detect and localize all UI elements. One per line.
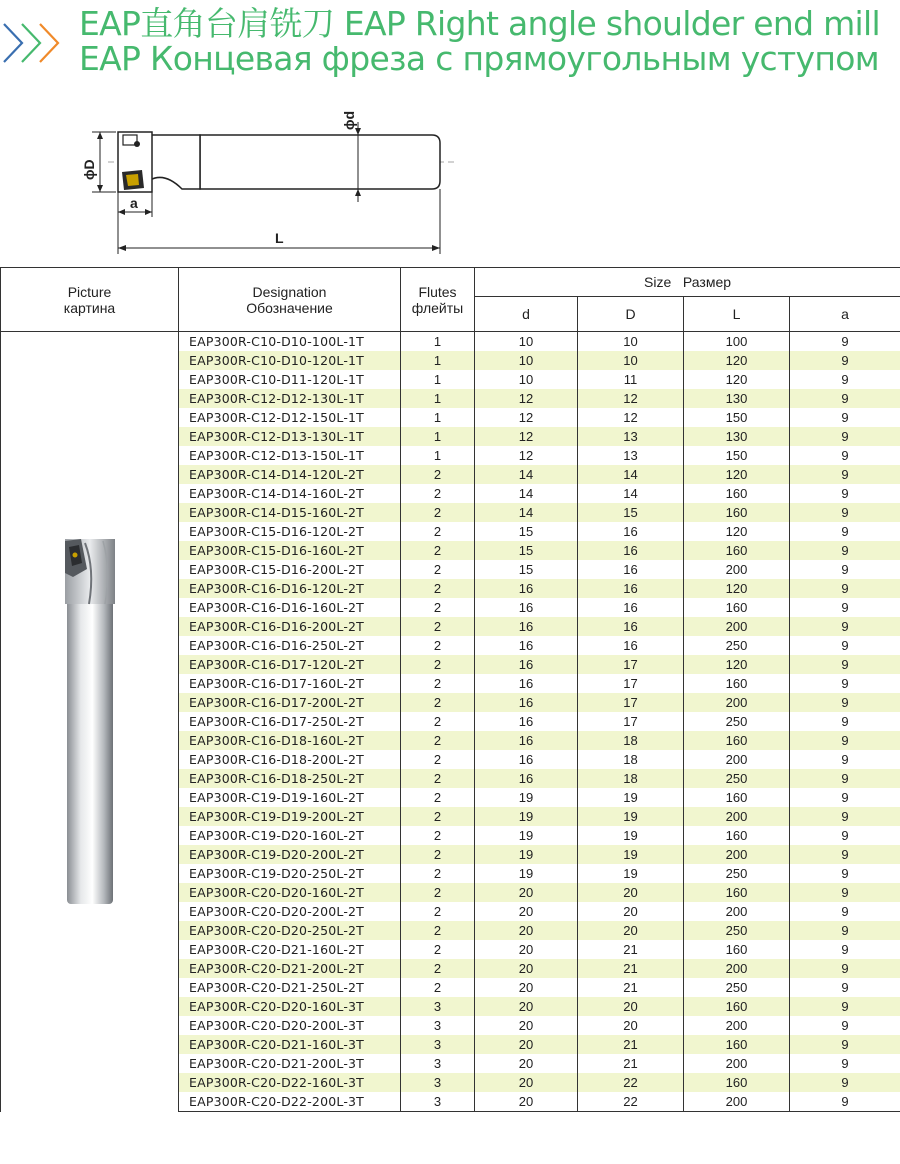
- cell-D: 20: [578, 883, 684, 902]
- cell-d: 20: [475, 940, 578, 959]
- cell-L: 160: [684, 484, 790, 503]
- header-size: Size Размер: [475, 268, 900, 297]
- cell-L: 130: [684, 427, 790, 446]
- cell-d: 16: [475, 598, 578, 617]
- cell-L: 160: [684, 503, 790, 522]
- cell-designation: EAP300R-C19-D19-200L-2T: [179, 807, 401, 826]
- cell-L: 160: [684, 788, 790, 807]
- header-L: L: [684, 297, 790, 332]
- cell-d: 16: [475, 750, 578, 769]
- cell-designation: EAP300R-C15-D16-200L-2T: [179, 560, 401, 579]
- header-picture-ru: картина: [63, 299, 116, 316]
- cell-d: 16: [475, 655, 578, 674]
- cell-d: 12: [475, 427, 578, 446]
- cell-D: 19: [578, 864, 684, 883]
- cell-L: 250: [684, 921, 790, 940]
- cell-designation: EAP300R-C19-D20-200L-2T: [179, 845, 401, 864]
- cell-L: 250: [684, 712, 790, 731]
- cell-L: 200: [684, 1016, 790, 1035]
- cell-L: 160: [684, 940, 790, 959]
- cell-a: 9: [790, 959, 900, 978]
- cell-designation: EAP300R-C15-D16-120L-2T: [179, 522, 401, 541]
- cell-d: 14: [475, 503, 578, 522]
- cell-L: 120: [684, 370, 790, 389]
- cell-a: 9: [790, 1035, 900, 1054]
- cell-L: 160: [684, 883, 790, 902]
- label-cutting-diameter: ϕD: [81, 159, 97, 180]
- cell-a: 9: [790, 484, 900, 503]
- cell-a: 9: [790, 636, 900, 655]
- cell-designation: EAP300R-C20-D20-160L-3T: [179, 997, 401, 1016]
- cell-designation: EAP300R-C10-D10-120L-1T: [179, 351, 401, 370]
- cell-L: 200: [684, 750, 790, 769]
- cell-D: 16: [578, 636, 684, 655]
- cell-d: 10: [475, 370, 578, 389]
- cell-d: 12: [475, 389, 578, 408]
- cell-designation: EAP300R-C19-D20-160L-2T: [179, 826, 401, 845]
- cell-d: 16: [475, 769, 578, 788]
- label-shank-diameter: ϕd: [341, 110, 357, 130]
- cell-designation: EAP300R-C12-D13-150L-1T: [179, 446, 401, 465]
- cell-L: 160: [684, 541, 790, 560]
- cell-d: 16: [475, 636, 578, 655]
- cell-a: 9: [790, 978, 900, 997]
- cell-designation: EAP300R-C14-D14-160L-2T: [179, 484, 401, 503]
- cell-D: 16: [578, 541, 684, 560]
- cell-designation: EAP300R-C12-D13-130L-1T: [179, 427, 401, 446]
- cell-a: 9: [790, 579, 900, 598]
- cell-a: 9: [790, 845, 900, 864]
- cell-d: 20: [475, 883, 578, 902]
- cell-flutes: 2: [401, 978, 475, 997]
- cell-L: 200: [684, 807, 790, 826]
- cell-a: 9: [790, 332, 900, 352]
- spec-table-body: [1, 332, 900, 1112]
- cell-flutes: 2: [401, 807, 475, 826]
- cell-a: 9: [790, 883, 900, 902]
- cell-a: 9: [790, 750, 900, 769]
- cell-flutes: 2: [401, 902, 475, 921]
- cell-designation: EAP300R-C20-D22-200L-3T: [179, 1092, 401, 1112]
- page-subtitle: EAP Концевая фреза с прямоугольным уступом: [79, 39, 879, 78]
- cell-d: 19: [475, 788, 578, 807]
- label-depth-a: a: [130, 195, 138, 211]
- cell-D: 14: [578, 484, 684, 503]
- cell-a: 9: [790, 712, 900, 731]
- cell-designation: EAP300R-C16-D16-120L-2T: [179, 579, 401, 598]
- cell-flutes: 2: [401, 560, 475, 579]
- cell-designation: EAP300R-C20-D20-200L-2T: [179, 902, 401, 921]
- cell-designation: EAP300R-C10-D10-100L-1T: [179, 332, 401, 352]
- cell-flutes: 3: [401, 1035, 475, 1054]
- cell-a: 9: [790, 921, 900, 940]
- cell-flutes: 2: [401, 845, 475, 864]
- cell-d: 10: [475, 332, 578, 352]
- cell-a: 9: [790, 560, 900, 579]
- cell-d: 20: [475, 1073, 578, 1092]
- cell-L: 250: [684, 769, 790, 788]
- cell-L: 120: [684, 579, 790, 598]
- cell-L: 200: [684, 1054, 790, 1073]
- cell-D: 21: [578, 978, 684, 997]
- cell-designation: EAP300R-C16-D17-120L-2T: [179, 655, 401, 674]
- header-picture-en: Picture: [67, 283, 112, 300]
- page-header: [0, 0, 900, 90]
- cell-designation: EAP300R-C20-D21-200L-2T: [179, 959, 401, 978]
- cell-flutes: 2: [401, 465, 475, 484]
- cell-a: 9: [790, 389, 900, 408]
- cell-designation: EAP300R-C16-D18-250L-2T: [179, 769, 401, 788]
- cell-designation: EAP300R-C20-D21-160L-2T: [179, 940, 401, 959]
- cell-designation: EAP300R-C16-D18-200L-2T: [179, 750, 401, 769]
- cell-D: 12: [578, 408, 684, 427]
- cell-d: 20: [475, 1054, 578, 1073]
- cell-designation: EAP300R-C16-D18-160L-2T: [179, 731, 401, 750]
- header-D: D: [578, 297, 684, 332]
- cell-D: 18: [578, 750, 684, 769]
- cell-D: 11: [578, 370, 684, 389]
- cell-L: 250: [684, 978, 790, 997]
- cell-D: 14: [578, 465, 684, 484]
- cell-d: 14: [475, 484, 578, 503]
- cell-a: 9: [790, 997, 900, 1016]
- cell-flutes: 2: [401, 750, 475, 769]
- cell-flutes: 3: [401, 997, 475, 1016]
- cell-D: 13: [578, 446, 684, 465]
- cell-designation: EAP300R-C20-D20-250L-2T: [179, 921, 401, 940]
- cell-a: 9: [790, 427, 900, 446]
- cell-flutes: 2: [401, 940, 475, 959]
- cell-d: 19: [475, 807, 578, 826]
- cell-D: 16: [578, 579, 684, 598]
- cell-designation: EAP300R-C19-D20-250L-2T: [179, 864, 401, 883]
- cell-flutes: 3: [401, 1054, 475, 1073]
- cell-D: 17: [578, 674, 684, 693]
- cell-d: 12: [475, 408, 578, 427]
- cell-a: 9: [790, 522, 900, 541]
- cell-D: 16: [578, 522, 684, 541]
- cell-d: 20: [475, 921, 578, 940]
- cell-designation: EAP300R-C20-D21-160L-3T: [179, 1035, 401, 1054]
- cell-D: 19: [578, 826, 684, 845]
- cell-a: 9: [790, 1054, 900, 1073]
- cell-D: 19: [578, 807, 684, 826]
- cell-designation: EAP300R-C14-D14-120L-2T: [179, 465, 401, 484]
- cell-d: 15: [475, 541, 578, 560]
- cell-designation: EAP300R-C16-D16-250L-2T: [179, 636, 401, 655]
- cell-designation: EAP300R-C20-D20-200L-3T: [179, 1016, 401, 1035]
- cell-L: 200: [684, 902, 790, 921]
- cell-d: 16: [475, 731, 578, 750]
- cell-D: 16: [578, 617, 684, 636]
- cell-d: 12: [475, 446, 578, 465]
- cell-L: 250: [684, 636, 790, 655]
- cell-a: 9: [790, 940, 900, 959]
- cell-D: 21: [578, 940, 684, 959]
- cell-D: 17: [578, 693, 684, 712]
- cell-designation: EAP300R-C16-D16-200L-2T: [179, 617, 401, 636]
- cell-flutes: 2: [401, 921, 475, 940]
- header-d: d: [475, 297, 578, 332]
- cell-L: 120: [684, 351, 790, 370]
- product-picture: [1, 332, 179, 1112]
- cell-d: 19: [475, 826, 578, 845]
- cell-flutes: 1: [401, 408, 475, 427]
- header-flutes: [401, 268, 475, 332]
- cell-a: 9: [790, 503, 900, 522]
- cell-L: 100: [684, 332, 790, 352]
- cell-D: 17: [578, 712, 684, 731]
- cell-a: 9: [790, 1092, 900, 1112]
- cell-designation: EAP300R-C20-D21-250L-2T: [179, 978, 401, 997]
- chevrons-icon: [2, 18, 68, 68]
- cell-flutes: 2: [401, 864, 475, 883]
- cell-L: 250: [684, 864, 790, 883]
- cell-flutes: 2: [401, 826, 475, 845]
- cell-D: 20: [578, 902, 684, 921]
- cell-flutes: 1: [401, 351, 475, 370]
- cell-a: 9: [790, 655, 900, 674]
- cell-a: 9: [790, 465, 900, 484]
- cell-designation: EAP300R-C15-D16-160L-2T: [179, 541, 401, 560]
- cell-a: 9: [790, 617, 900, 636]
- cell-flutes: 2: [401, 503, 475, 522]
- cell-flutes: 2: [401, 674, 475, 693]
- cell-flutes: 2: [401, 693, 475, 712]
- cell-flutes: 1: [401, 389, 475, 408]
- cell-D: 15: [578, 503, 684, 522]
- cell-d: 15: [475, 560, 578, 579]
- cell-D: 21: [578, 1035, 684, 1054]
- cell-flutes: 1: [401, 446, 475, 465]
- header-a: a: [790, 297, 900, 332]
- cell-d: 16: [475, 693, 578, 712]
- cell-D: 20: [578, 997, 684, 1016]
- cell-D: 22: [578, 1092, 684, 1112]
- cell-a: 9: [790, 807, 900, 826]
- cell-d: 20: [475, 1092, 578, 1112]
- header-flutes-ru: флейты: [411, 299, 464, 316]
- cell-D: 18: [578, 769, 684, 788]
- cell-D: 22: [578, 1073, 684, 1092]
- cell-L: 160: [684, 674, 790, 693]
- cell-flutes: 2: [401, 598, 475, 617]
- cell-flutes: 2: [401, 522, 475, 541]
- cell-a: 9: [790, 731, 900, 750]
- cell-flutes: 3: [401, 1016, 475, 1035]
- cell-flutes: 1: [401, 427, 475, 446]
- header-flutes-en: Flutes: [418, 283, 457, 300]
- page-title: EAP直角台肩铣刀 EAP Right angle shoulder end mill: [79, 4, 880, 43]
- cell-D: 10: [578, 332, 684, 352]
- header-designation-ru: Обозначение: [246, 299, 333, 316]
- cell-d: 20: [475, 1035, 578, 1054]
- cell-L: 200: [684, 617, 790, 636]
- cell-L: 160: [684, 826, 790, 845]
- cell-d: 16: [475, 617, 578, 636]
- cell-D: 12: [578, 389, 684, 408]
- cell-a: 9: [790, 769, 900, 788]
- cell-a: 9: [790, 1073, 900, 1092]
- cell-a: 9: [790, 693, 900, 712]
- cell-flutes: 2: [401, 769, 475, 788]
- cell-flutes: 1: [401, 332, 475, 352]
- cell-designation: EAP300R-C20-D22-160L-3T: [179, 1073, 401, 1092]
- cell-d: 14: [475, 465, 578, 484]
- cell-flutes: 2: [401, 959, 475, 978]
- cell-L: 160: [684, 1073, 790, 1092]
- cell-a: 9: [790, 446, 900, 465]
- cell-flutes: 2: [401, 541, 475, 560]
- cell-d: 20: [475, 978, 578, 997]
- cell-flutes: 2: [401, 655, 475, 674]
- cell-flutes: 2: [401, 712, 475, 731]
- cell-L: 130: [684, 389, 790, 408]
- cell-designation: EAP300R-C16-D16-160L-2T: [179, 598, 401, 617]
- cell-flutes: 2: [401, 579, 475, 598]
- cell-d: 20: [475, 902, 578, 921]
- label-length-L: L: [275, 230, 284, 246]
- cell-a: 9: [790, 541, 900, 560]
- cell-a: 9: [790, 864, 900, 883]
- cell-flutes: 3: [401, 1092, 475, 1112]
- cell-a: 9: [790, 598, 900, 617]
- cell-L: 200: [684, 845, 790, 864]
- cell-D: 21: [578, 959, 684, 978]
- cell-L: 160: [684, 731, 790, 750]
- cell-flutes: 2: [401, 731, 475, 750]
- cell-flutes: 2: [401, 617, 475, 636]
- cell-L: 150: [684, 408, 790, 427]
- cell-D: 19: [578, 788, 684, 807]
- cell-designation: EAP300R-C20-D21-200L-3T: [179, 1054, 401, 1073]
- cell-a: 9: [790, 1016, 900, 1035]
- cell-flutes: 2: [401, 636, 475, 655]
- cell-d: 20: [475, 959, 578, 978]
- cell-a: 9: [790, 674, 900, 693]
- cell-d: 16: [475, 579, 578, 598]
- header-designation: [179, 268, 401, 332]
- cell-designation: EAP300R-C10-D11-120L-1T: [179, 370, 401, 389]
- cell-D: 18: [578, 731, 684, 750]
- cell-designation: EAP300R-C12-D12-150L-1T: [179, 408, 401, 427]
- cell-a: 9: [790, 351, 900, 370]
- cell-a: 9: [790, 408, 900, 427]
- cell-designation: EAP300R-C16-D17-200L-2T: [179, 693, 401, 712]
- cell-flutes: 3: [401, 1073, 475, 1092]
- table-row: [1, 332, 900, 352]
- cell-flutes: 2: [401, 788, 475, 807]
- cell-d: 10: [475, 351, 578, 370]
- cell-D: 21: [578, 1054, 684, 1073]
- cell-D: 20: [578, 1016, 684, 1035]
- cell-designation: EAP300R-C12-D12-130L-1T: [179, 389, 401, 408]
- cell-D: 20: [578, 921, 684, 940]
- cell-a: 9: [790, 788, 900, 807]
- cell-L: 120: [684, 522, 790, 541]
- cell-D: 10: [578, 351, 684, 370]
- cell-d: 20: [475, 997, 578, 1016]
- end-mill-product-image: [45, 529, 135, 909]
- cell-D: 16: [578, 560, 684, 579]
- cell-L: 120: [684, 655, 790, 674]
- cell-designation: EAP300R-C16-D17-160L-2T: [179, 674, 401, 693]
- cell-L: 200: [684, 560, 790, 579]
- cell-L: 150: [684, 446, 790, 465]
- cell-designation: EAP300R-C14-D15-160L-2T: [179, 503, 401, 522]
- cell-designation: EAP300R-C20-D20-160L-2T: [179, 883, 401, 902]
- cell-L: 120: [684, 465, 790, 484]
- cell-d: 20: [475, 1016, 578, 1035]
- cell-designation: EAP300R-C19-D19-160L-2T: [179, 788, 401, 807]
- cell-L: 160: [684, 1035, 790, 1054]
- cell-L: 200: [684, 959, 790, 978]
- cell-a: 9: [790, 826, 900, 845]
- cell-d: 19: [475, 845, 578, 864]
- cell-D: 17: [578, 655, 684, 674]
- cell-a: 9: [790, 370, 900, 389]
- cell-flutes: 1: [401, 370, 475, 389]
- header-designation-en: Designation: [252, 283, 327, 300]
- cell-D: 13: [578, 427, 684, 446]
- cell-D: 19: [578, 845, 684, 864]
- cell-flutes: 2: [401, 484, 475, 503]
- cell-L: 200: [684, 1092, 790, 1112]
- cell-L: 200: [684, 693, 790, 712]
- spec-table: [0, 267, 900, 1112]
- cell-a: 9: [790, 902, 900, 921]
- cell-D: 16: [578, 598, 684, 617]
- tool-dimension-drawing: [70, 92, 460, 262]
- cell-d: 16: [475, 674, 578, 693]
- cell-L: 160: [684, 997, 790, 1016]
- cell-d: 19: [475, 864, 578, 883]
- cell-flutes: 2: [401, 883, 475, 902]
- cell-L: 160: [684, 598, 790, 617]
- cell-d: 15: [475, 522, 578, 541]
- cell-d: 16: [475, 712, 578, 731]
- header-picture: [1, 268, 179, 332]
- cell-designation: EAP300R-C16-D17-250L-2T: [179, 712, 401, 731]
